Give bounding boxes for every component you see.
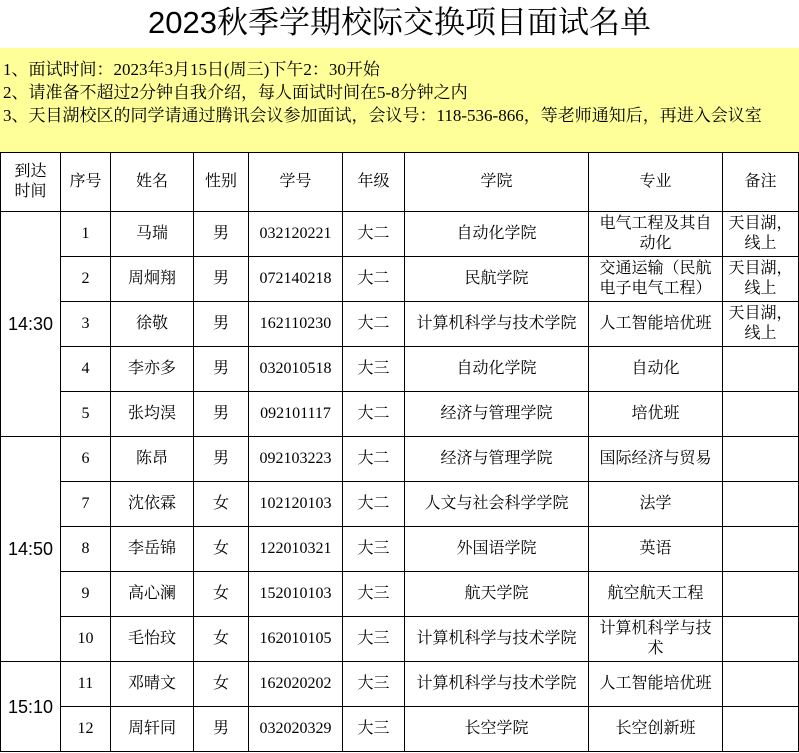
grade-cell: 大二 xyxy=(343,302,405,347)
remark-cell: 天目湖，线上 xyxy=(723,212,799,257)
major-cell: 计算机科学与技术 xyxy=(589,617,723,662)
header-grade: 年级 xyxy=(343,153,405,212)
grade-cell: 大三 xyxy=(343,572,405,617)
header-student-id: 学号 xyxy=(249,153,343,212)
gender-cell: 女 xyxy=(194,482,249,527)
arrival-time-cell: 14:50 xyxy=(1,437,61,662)
grade-cell: 大二 xyxy=(343,212,405,257)
major-cell: 交通运输（民航电子电气工程） xyxy=(589,257,723,302)
major-cell: 法学 xyxy=(589,482,723,527)
student-id-cell: 072140218 xyxy=(249,257,343,302)
table-row xyxy=(1,482,799,527)
student-id-cell: 152010103 xyxy=(249,572,343,617)
name-cell: 邓晴文 xyxy=(111,662,194,707)
college-cell: 计算机科学与技术学院 xyxy=(405,617,589,662)
table-row xyxy=(1,347,799,392)
grade-cell: 大三 xyxy=(343,347,405,392)
name-cell: 马瑞 xyxy=(111,212,194,257)
major-cell: 长空创新班 xyxy=(589,707,723,752)
table-row xyxy=(1,257,799,302)
name-cell: 沈依霖 xyxy=(111,482,194,527)
remark-cell xyxy=(723,617,799,662)
grade-cell: 大二 xyxy=(343,392,405,437)
gender-cell: 男 xyxy=(194,437,249,482)
table-row xyxy=(1,527,799,572)
major-cell: 培优班 xyxy=(589,392,723,437)
grade-cell: 大二 xyxy=(343,257,405,302)
name-cell: 徐敬 xyxy=(111,302,194,347)
major-cell: 自动化 xyxy=(589,347,723,392)
remark-cell: 天目湖，线上 xyxy=(723,302,799,347)
gender-cell: 女 xyxy=(194,572,249,617)
grade-cell: 大三 xyxy=(343,707,405,752)
major-cell: 航空航天工程 xyxy=(589,572,723,617)
header-name: 姓名 xyxy=(111,153,194,212)
header-gender: 性别 xyxy=(194,153,249,212)
seq-cell: 10 xyxy=(61,617,111,662)
gender-cell: 女 xyxy=(194,662,249,707)
student-id-cell: 162020202 xyxy=(249,662,343,707)
college-cell: 长空学院 xyxy=(405,707,589,752)
table-row xyxy=(1,212,799,257)
seq-cell: 6 xyxy=(61,437,111,482)
grade-cell: 大三 xyxy=(343,527,405,572)
gender-cell: 女 xyxy=(194,617,249,662)
table-header-row xyxy=(1,153,799,212)
remark-cell xyxy=(723,707,799,752)
gender-cell: 男 xyxy=(194,257,249,302)
college-cell: 民航学院 xyxy=(405,257,589,302)
college-cell: 计算机科学与技术学院 xyxy=(405,662,589,707)
student-id-cell: 102120103 xyxy=(249,482,343,527)
seq-cell: 12 xyxy=(61,707,111,752)
seq-cell: 3 xyxy=(61,302,111,347)
notice-line-time: 1、面试时间：2023年3月15日(周三)下午2：30开始 xyxy=(3,60,380,79)
student-id-cell: 122010321 xyxy=(249,527,343,572)
college-cell: 经济与管理学院 xyxy=(405,392,589,437)
college-cell: 自动化学院 xyxy=(405,212,589,257)
major-cell: 英语 xyxy=(589,527,723,572)
table-row xyxy=(1,707,799,752)
notice-line-intro: 2、请准备不超过2分钟自我介绍，每人面试时间在5-8分钟之内 xyxy=(3,83,468,102)
header-seq: 序号 xyxy=(61,153,111,212)
gender-cell: 男 xyxy=(194,212,249,257)
table-row xyxy=(1,302,799,347)
major-cell: 国际经济与贸易 xyxy=(589,437,723,482)
college-cell: 航天学院 xyxy=(405,572,589,617)
header-remark: 备注 xyxy=(723,153,799,212)
grade-cell: 大二 xyxy=(343,482,405,527)
college-cell: 外国语学院 xyxy=(405,527,589,572)
student-id-cell: 162010105 xyxy=(249,617,343,662)
gender-cell: 男 xyxy=(194,392,249,437)
college-cell: 自动化学院 xyxy=(405,347,589,392)
table-row xyxy=(1,437,799,482)
seq-cell: 7 xyxy=(61,482,111,527)
notice-box xyxy=(0,48,799,152)
remark-cell xyxy=(723,572,799,617)
gender-cell: 男 xyxy=(194,347,249,392)
remark-cell xyxy=(723,392,799,437)
college-cell: 计算机科学与技术学院 xyxy=(405,302,589,347)
remark-cell xyxy=(723,437,799,482)
arrival-time-cell: 15:10 xyxy=(1,662,61,752)
seq-cell: 4 xyxy=(61,347,111,392)
major-cell: 人工智能培优班 xyxy=(589,302,723,347)
student-id-cell: 032010518 xyxy=(249,347,343,392)
name-cell: 李岳锦 xyxy=(111,527,194,572)
header-college: 学院 xyxy=(405,153,589,212)
arrival-time-cell: 14:30 xyxy=(1,212,61,437)
page-title: 2023秋季学期校际交换项目面试名单 xyxy=(148,5,651,40)
remark-cell xyxy=(723,527,799,572)
name-cell: 毛怡玟 xyxy=(111,617,194,662)
student-id-cell: 032020329 xyxy=(249,707,343,752)
name-cell: 张均淏 xyxy=(111,392,194,437)
seq-cell: 1 xyxy=(61,212,111,257)
major-cell: 电气工程及其自动化 xyxy=(589,212,723,257)
header-major: 专业 xyxy=(589,153,723,212)
seq-cell: 5 xyxy=(61,392,111,437)
grade-cell: 大二 xyxy=(343,437,405,482)
name-cell: 李亦多 xyxy=(111,347,194,392)
gender-cell: 女 xyxy=(194,527,249,572)
name-cell: 周轩同 xyxy=(111,707,194,752)
student-id-cell: 092103223 xyxy=(249,437,343,482)
remark-cell xyxy=(723,482,799,527)
grade-cell: 大三 xyxy=(343,662,405,707)
college-cell: 人文与社会科学学院 xyxy=(405,482,589,527)
remark-cell: 天目湖，线上 xyxy=(723,257,799,302)
table-row xyxy=(1,662,799,707)
notice-line-meeting: 3、天目湖校区的同学请通过腾讯会议参加面试，会议号：118-536-866，等老师通知后，再进入会议室 xyxy=(3,106,762,125)
interview-table xyxy=(0,152,799,752)
gender-cell: 男 xyxy=(194,302,249,347)
name-cell: 周炯翔 xyxy=(111,257,194,302)
name-cell: 陈昂 xyxy=(111,437,194,482)
major-cell: 人工智能培优班 xyxy=(589,662,723,707)
header-arrival-time: 到达 时间 xyxy=(1,153,61,212)
seq-cell: 2 xyxy=(61,257,111,302)
remark-cell xyxy=(723,662,799,707)
student-id-cell: 092101117 xyxy=(249,392,343,437)
college-cell: 经济与管理学院 xyxy=(405,437,589,482)
seq-cell: 8 xyxy=(61,527,111,572)
remark-cell xyxy=(723,347,799,392)
student-id-cell: 032120221 xyxy=(249,212,343,257)
grade-cell: 大三 xyxy=(343,617,405,662)
name-cell: 高心澜 xyxy=(111,572,194,617)
table-row xyxy=(1,617,799,662)
student-id-cell: 162110230 xyxy=(249,302,343,347)
table-row xyxy=(1,392,799,437)
table-row xyxy=(1,572,799,617)
seq-cell: 11 xyxy=(61,662,111,707)
seq-cell: 9 xyxy=(61,572,111,617)
gender-cell: 男 xyxy=(194,707,249,752)
